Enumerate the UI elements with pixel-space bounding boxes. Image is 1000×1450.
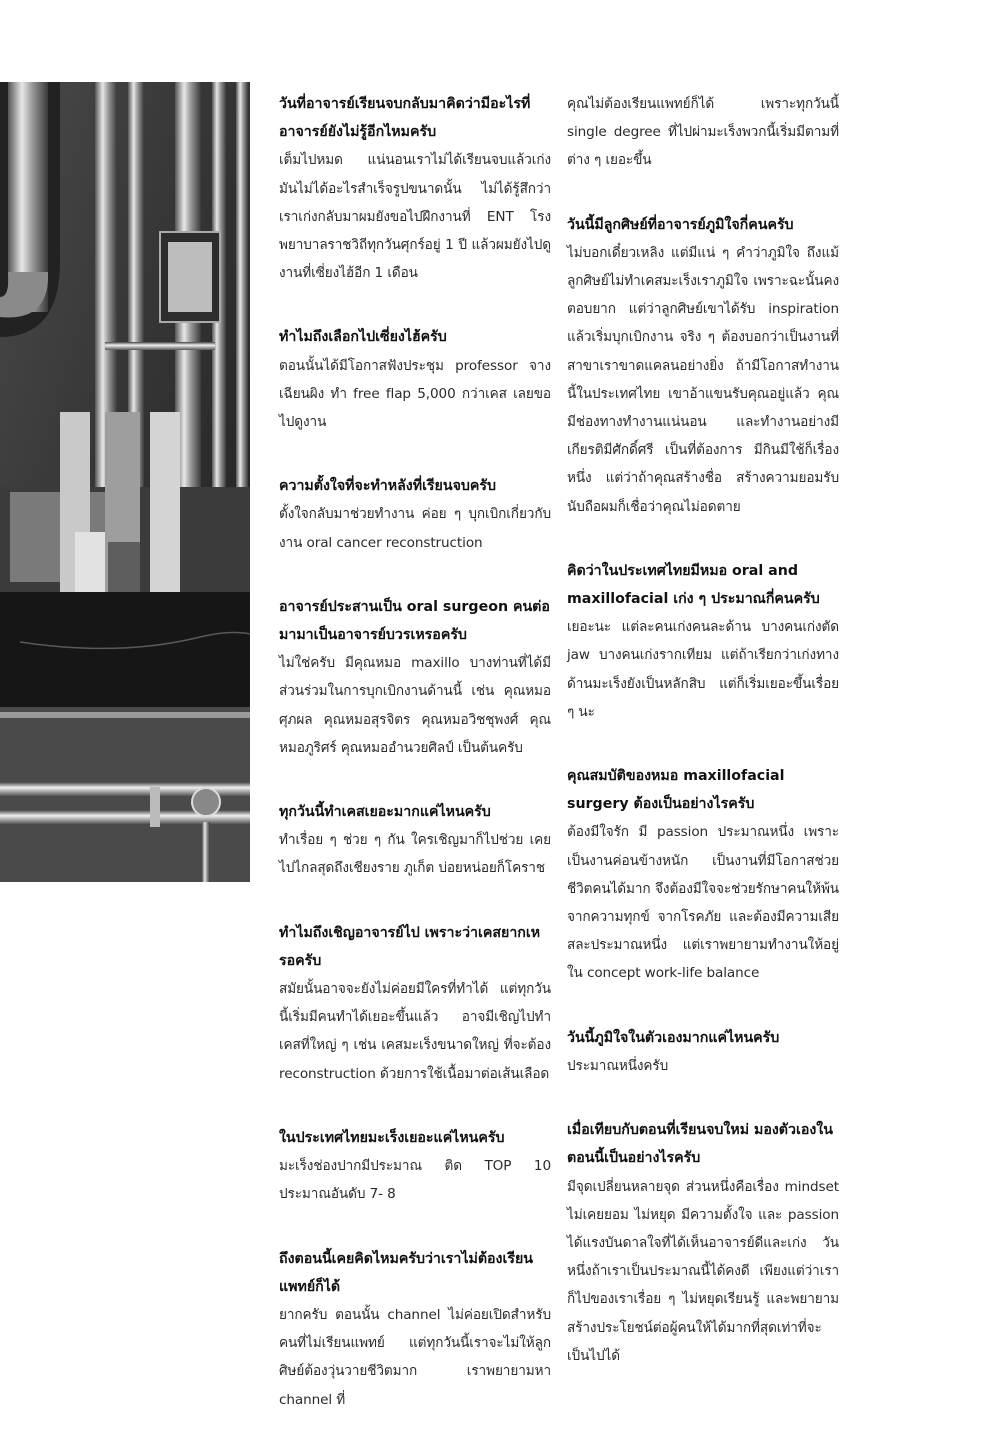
qa-item	[279, 798, 551, 883]
question: คิดว่าในประเทศไทยมีหมอ oral and maxillofacial เก่ง ๆ ประมาณกี่คนครับ	[567, 562, 820, 608]
question: ความตั้งใจที่จะทำหลังที่เรียนจบครับ	[279, 478, 497, 495]
answer: ตั้งใจกลับมาช่วยทำงาน ค่อย ๆ บุกเบิกเกี่ยวกับงาน oral cancer reconstruction	[279, 506, 551, 551]
answer: ทำเรื่อย ๆ ช่วย ๆ กัน ใครเชิญมาก็ไปช่วย เคยไปไกลสุดถึงเชียงราย ภูเก็ต บ่อยหน่อยก็โคราช	[279, 832, 551, 877]
answer: ประมาณหนึ่งครับ	[567, 1057, 669, 1074]
qa-item	[567, 1116, 839, 1370]
question: วันนี้มีลูกศิษย์ที่อาจารย์ภูมิใจกี่คนครับ	[567, 216, 794, 233]
qa-item	[279, 919, 551, 1088]
qa-item	[567, 557, 839, 726]
question: ในประเทศไทยมะเร็งเยอะแค่ไหนครับ	[279, 1129, 505, 1146]
qa-item	[279, 323, 551, 436]
qa-item	[279, 1245, 551, 1414]
left-column	[279, 90, 551, 1450]
question: คุณสมบัติของหมอ maxillofacial surgery ต้องเป็นอย่างไรครับ	[567, 768, 785, 813]
answer: สมัยนั้นอาจจะยังไม่ค่อยมีใครที่ทำได้ แต่ทุกวันนี้เริ่มมีคนทำได้เยอะขึ้นแล้ว อาจมีเชิญไปทำเคสที่ใหญ่ ๆ เช่น เคสมะเร็งขนาดใหญ่ ที่จะต้อง reconstruction ด้วยการใช้เนื้อมาต่อเส้นเลือด	[279, 981, 551, 1082]
answer: ต้องมีใจรัก มี passion ประมาณหนึ่ง เพราะเป็นงานค่อนข้างหนัก เป็นงานที่มีโอกาสช่วยชีวิตคนได้มาก จึงต้องมีใจจะช่วยรักษาคนให้พ้นจากความทุกข์ จากโรคภัย และต้องมีความเสียสละประมาณหนึ่ง แต่เราพยายามทำงานให้อยู่ใน concept work-life balance	[567, 824, 839, 982]
question: เมื่อเทียบกับตอนที่เรียนจบใหม่ มองตัวเองในตอนนี้เป็นอย่างไรครับ	[567, 1122, 833, 1167]
question: ทำไมถึงเชิญอาจารย์ไป เพราะว่าเคสยากเหรอครับ	[279, 924, 541, 969]
qa-item	[279, 593, 551, 762]
question: อาจารย์ประสานเป็น oral surgeon คนต่อมามาเป็นอาจารย์บวรเหรอครับ	[279, 598, 550, 644]
qa-item	[279, 90, 551, 287]
answer: เต็มไปหมด แน่นอนเราไม่ได้เรียนจบแล้วเก่ง มันไม่ได้อะไรสำเร็จรูปขนาดนั้น ไม่ได้รู้สึกว่าเราเก่งกลับมาผมยังขอไปฝึกงานที่ ENT โรงพยาบาลราชวิถีทุกวันศุกร์อยู่ 1 ปี แล้วผมยังไปดูงานที่เซี่ยงไฮ้อีก 1 เดือน	[279, 152, 551, 282]
question: ทุกวันนี้ทำเคสเยอะมากแค่ไหนครับ	[279, 804, 491, 821]
answer: ไม่บอกเดี๋ยวเหลิง แต่มีแน่ ๆ คำว่าภูมิใจ ถึงแม้ลูกศิษย์ไม่ทำเคสมะเร็งเราภูมิใจ เพราะฉะนั้นคงตอบยาก แต่ว่าลูกศิษย์เขาได้รับ inspiration แล้วเริ่มบุกเบิกงาน จริง ๆ ต้องบอกว่าเป็นงานที่สาขาเราขาดแคลนอย่างยิ่ง ถ้ามีโอกาสทำงานนี้ในประเทศไทย เขาอ้าแขนรับคุณอยู่แล้ว คุณมีช่องทางทำงานแน่นอน และทำงานอย่างมีเกียรติมีศักดิ์ศรี เป็นที่ต้องการ มีกินมีใช้ก็เรื่องหนึ่ง แต่ว่าถ้าคุณสร้างชื่อ สร้างความยอมรับนับถือผมก็เชื่อว่าคุณไม่อดตาย	[567, 244, 839, 515]
qa-item	[567, 762, 839, 988]
qa-item	[279, 472, 551, 557]
answer: ไม่ใช่ครับ มีคุณหมอ maxillo บางท่านที่ได้มีส่วนร่วมในการบุกเบิกงานด้านนี้ เช่น คุณหมอศุภผล คุณหมอสุรจิตร คุณหมอวิชชุพงศ์ คุณหมอภูริศร์ คุณหมออำนวยศิลป์ เป็นต้นครับ	[279, 655, 551, 756]
question: ทำไมถึงเลือกไปเซี่ยงไฮ้ครับ	[279, 329, 447, 346]
qa-item	[279, 1124, 551, 1209]
qa-item	[567, 211, 839, 521]
answer: มะเร็งช่องปากมีประมาณ ติด TOP 10 ประมาณอันดับ 7- 8	[279, 1158, 551, 1203]
question: วันนี้ภูมิใจในตัวเองมากแค่ไหนครับ	[567, 1029, 780, 1046]
answer: ยากครับ ตอนนั้น channel ไม่ค่อยเปิดสำหรับคนที่ไม่เรียนแพทย์ แต่ทุกวันนี้เราจะไม่ให้ลูกศิษย์ต้องวุ่นวายชีวิตมาก เราพยายามหา channel ที่	[279, 1306, 551, 1408]
answer-continuation: คุณไม่ต้องเรียนแพทย์ก็ได้ เพราะทุกวันนี้ single degree ที่ไปผ่ามะเร็งพวกนี้เริ่มมีตามที่ต่าง ๆ เยอะขึ้น	[567, 96, 839, 169]
answer: มีจุดเปลี่ยนหลายจุด ส่วนหนึ่งคือเรื่อง mindset ไม่เคยยอม ไม่หยุด มีความตั้งใจ และ passion ได้แรงบันดาลใจที่ได้เห็นอาจารย์ดีและเก่ง วันหนึ่งถ้าเราเป็นประมาณนี้ได้คงดี เพียงแต่ว่าเราก็ไปของเราเรื่อย ๆ ไม่หยุดเรียนรู้ และพยายามสร้างประโยชน์ต่อผู้คนให้ได้มากที่สุดเท่าที่จะเป็นไปได้	[567, 1178, 839, 1364]
question: ถึงตอนนี้เคยคิดไหมครับว่าเราไม่ต้องเรียนแพทย์ก็ได้	[279, 1250, 533, 1295]
qa-item	[567, 1024, 839, 1080]
answer: ตอนนั้นได้มีโอกาสฟังประชุม professor จางเฉียนผิง ทำ free flap 5,000 กว่าเคส เลยขอไปดูงาน	[279, 357, 551, 431]
right-column	[567, 90, 839, 1406]
question: วันที่อาจารย์เรียนจบกลับมาคิดว่ามีอะไรที่อาจารย์ยังไม่รู้อีกไหมครับ	[279, 96, 531, 141]
answer: เยอะนะ แต่ละคนเก่งคนละด้าน บางคนเก่งตัด jaw บางคนเก่งรากเทียม แต่ถ้าเรียกว่าเก่งทางด้านมะเร็งยังเป็นหลักสิบ แต่ก็เริ่มเยอะขึ้นเรื่อย ๆ นะ	[567, 619, 839, 720]
interior-photo	[0, 82, 250, 882]
